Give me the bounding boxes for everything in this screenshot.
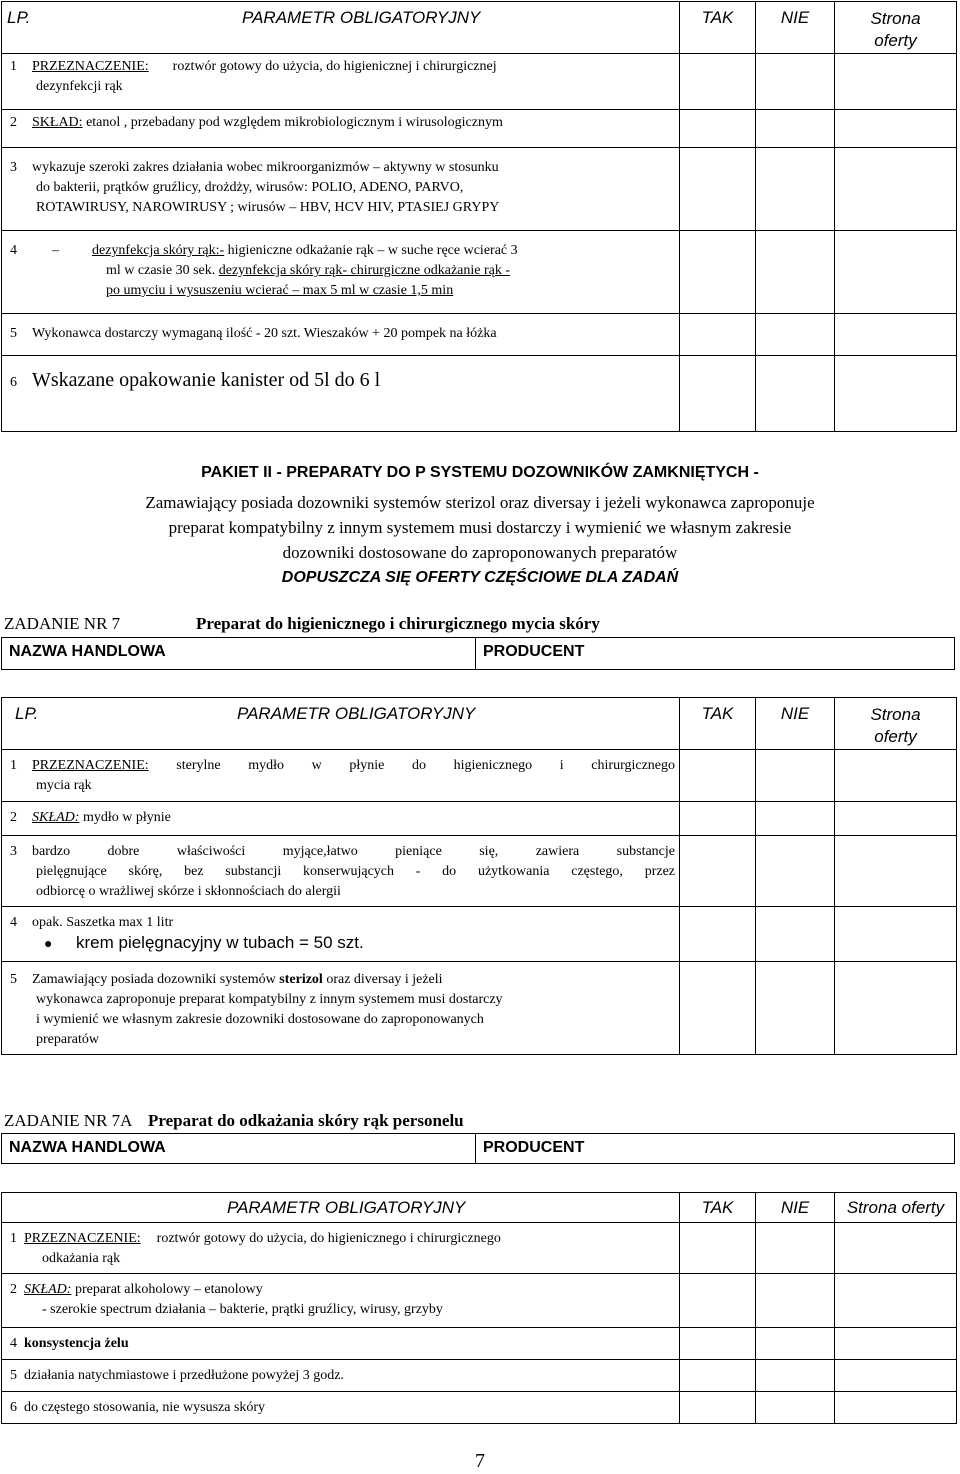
pakiet-text: Zamawiający posiada dozowniki systemów sterizol oraz diversay i jeżeli wykonawca zaproponuje preparat kompatybilny z innym systemem musi dostarczy i wymienić we własnym zakresie dozowniki dostosowane do zaproponowanych preparatów DOPUSZCZA SIĘ OFERTY CZĘŚCIOWE DLA ZADAŃ — [0, 490, 960, 590]
task-7a-product-table — [1, 1133, 955, 1164]
table-header — [2, 2, 957, 54]
trade-name-field[interactable]: NAZWA HANDLOWA — [2, 638, 476, 670]
task-7-label: ZADANIE NR 7 — [4, 614, 121, 633]
tak-header: TAK — [680, 698, 756, 750]
lp-header: LP. — [7, 8, 31, 27]
table-row: 4 – dezynfekcja skóry rąk:- higieniczne odkażanie rąk – w suche ręce wcierać 3 ml w czasie 30 sek. dezynfekcja skóry rąk- chirurgiczne odkażanie rąk - po umyciu i wysuszeniu wcierać – max 5 ml w czasie 1,5 min — [2, 231, 957, 314]
requirements-table-1 — [1, 1, 957, 432]
requirements-table-3 — [1, 1192, 957, 1424]
table-row: 1 PRZEZNACZENIE: sterylne mydło w płynie do higienicznego i chirurgicznego mycia rąk — [2, 750, 957, 802]
table-header — [2, 1193, 957, 1223]
trade-name-field[interactable]: NAZWA HANDLOWA — [2, 1134, 476, 1164]
table-row: 5 działania natychmiastowe i przedłużone powyżej 3 godz. — [2, 1360, 957, 1392]
strona-header: Strona oferty — [835, 698, 957, 750]
task-7-product-table — [1, 637, 955, 670]
page-number: 7 — [475, 1450, 485, 1472]
producer-field[interactable]: PRODUCENT — [476, 1134, 955, 1164]
lp-header: LP. — [15, 704, 39, 723]
producer-field[interactable]: PRODUCENT — [476, 638, 955, 670]
param-header: PARAMETR OBLIGATORYJNY — [2, 1193, 680, 1223]
param-header: PARAMETR OBLIGATORYJNY — [242, 8, 481, 27]
nie-header: NIE — [756, 698, 835, 750]
table-row: 4 opak. Saszetka max 1 litr ● krem pielęgnacyjny w tubach = 50 szt. — [2, 907, 957, 962]
table-row: 3 bardzo dobre właściwości myjące,łatwo pieniące się, zawiera substancje pielęgnujące skórę, bez substancji konserwujących - do użytkowania częstego, przez odbiorcę o wrażliwej skórze i skłonnościach do alergii — [2, 836, 957, 907]
strona-header: Strona oferty — [835, 1193, 957, 1223]
table-row: 6 do częstego stosowania, nie wysusza skóry — [2, 1392, 957, 1424]
tak-header: TAK — [680, 1193, 756, 1223]
requirements-table-2 — [1, 697, 957, 1055]
table-row: 1 PRZEZNACZENIE: roztwór gotowy do użycia, do higienicznego i chirurgicznego odkażania rąk — [2, 1223, 957, 1274]
nie-header: NIE — [756, 2, 835, 54]
table-row: 5 Zamawiający posiada dozowniki systemów sterizol oraz diversay i jeżeli wykonawca zaproponuje preparat kompatybilny z innym systemem musi dostarczy i wymienić we własnym zakresie dozowniki dostosowane do zaproponowanych preparatów — [2, 962, 957, 1055]
table-row: 3 wykazuje szeroki zakres działania wobec mikroorganizmów – aktywny w stosunku do bakterii, prątków gruźlicy, drożdży, wirusów: POLIO, ADENO, PARVO, ROTAWIRUSY, NAROWIRUSY ; wirusów – HBV, HCV HIV, PTASIEJ GRYPY — [2, 148, 957, 231]
nie-header: NIE — [756, 1193, 835, 1223]
table-row: 2 SKŁAD: etanol , przebadany pod względem mikrobiologicznym i wirusologicznym — [2, 110, 957, 148]
table-row: 6 Wskazane opakowanie kanister od 5l do 6 l — [2, 356, 957, 432]
table-header — [2, 698, 957, 750]
pakiet-title: PAKIET II - PREPARATY DO P SYSTEMU DOZOWNIKÓW ZAMKNIĘTYCH - — [201, 464, 759, 481]
tak-header: TAK — [680, 2, 756, 54]
task-7-title: Preparat do higienicznego i chirurgicznego mycia skóry — [196, 614, 600, 633]
strona-header: Strona oferty — [835, 2, 957, 54]
table-row: 4 konsystencja żelu — [2, 1328, 957, 1360]
bullet-icon: ● — [44, 935, 53, 951]
table-row: 2 SKŁAD: preparat alkoholowy – etanolowy - szerokie spectrum działania – bakterie, prątki gruźlicy, wirusy, grzyby — [2, 1274, 957, 1328]
task-7a-label: ZADANIE NR 7A Preparat do odkażania skóry rąk personelu — [4, 1111, 464, 1130]
table-row: 1 PRZEZNACZENIE: roztwór gotowy do użycia, do higienicznej i chirurgicznej dezynfekcji rąk — [2, 54, 957, 110]
table-row: 5 Wykonawca dostarczy wymaganą ilość - 20 szt. Wieszaków + 20 pompek na łóżka — [2, 314, 957, 356]
table-row: 2 SKŁAD: mydło w płynie — [2, 802, 957, 836]
partial-offers-note: DOPUSZCZA SIĘ OFERTY CZĘŚCIOWE DLA ZADAŃ — [281, 569, 679, 586]
param-header: PARAMETR OBLIGATORYJNY — [237, 704, 476, 723]
